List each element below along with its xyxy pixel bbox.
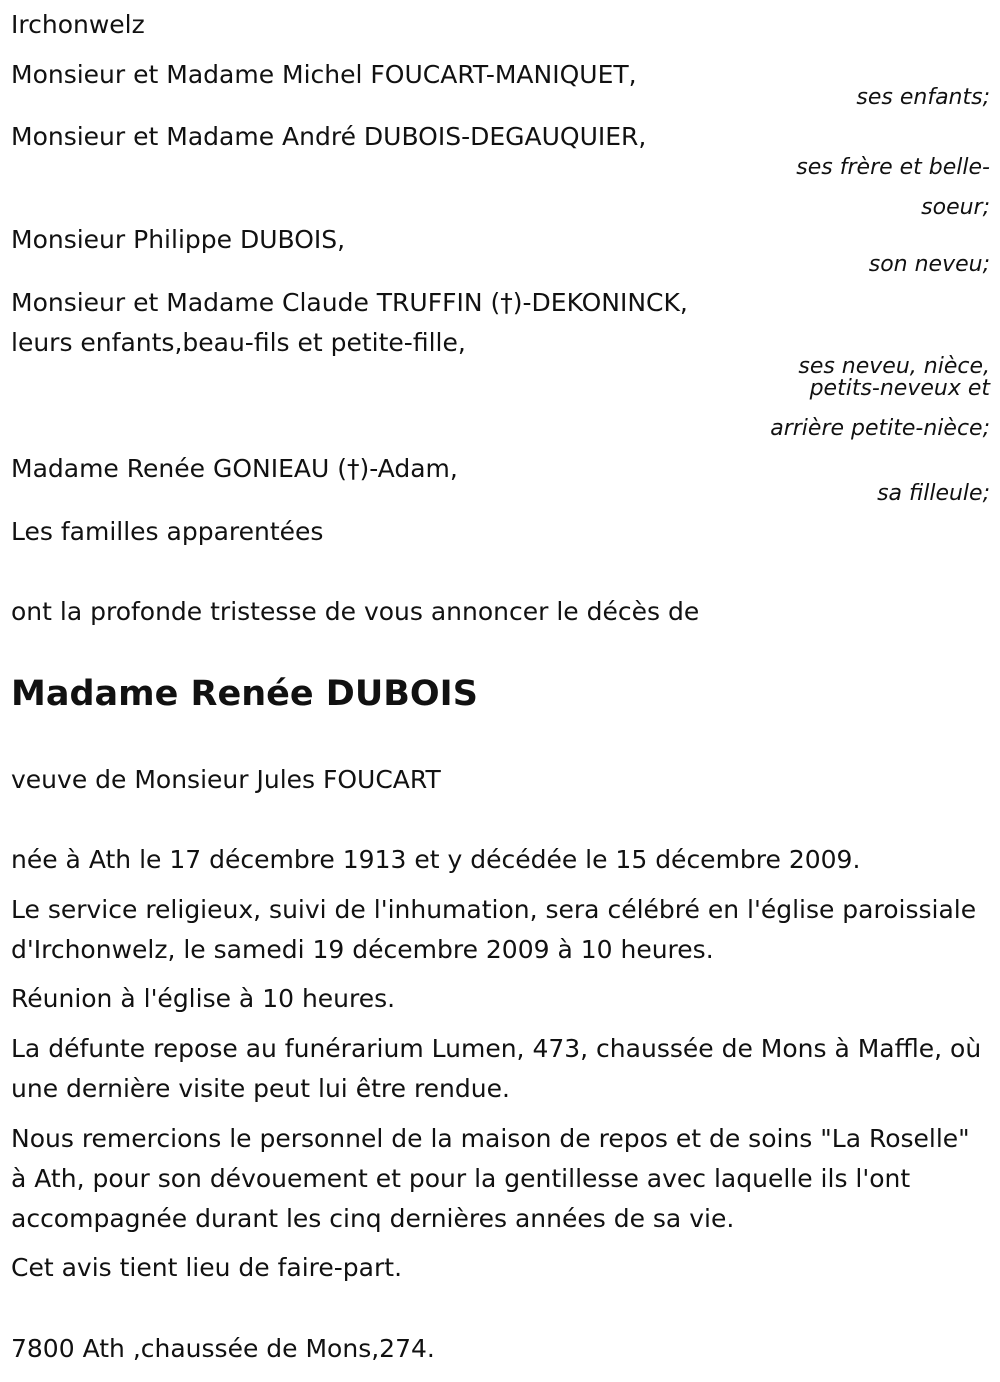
mourner-relation: ses enfants; bbox=[856, 85, 990, 110]
funerarium-paragraph: La défunte repose au funérarium Lumen, 473, chaussée de Mons à Maffle, où une dernière visite peut lui être rendue. bbox=[11, 1034, 982, 1103]
thanks-paragraph: Nous remercions le personnel de la maison de repos et de soins "La Roselle" à Ath, pour son dévouement et pour la gentillesse avec laquelle ils l'ont accompagnée durant les cinq dernières années de sa vie. bbox=[11, 1124, 970, 1233]
relation-line: soeur; bbox=[921, 195, 990, 220]
relation-line: arrière petite-nièce; bbox=[770, 416, 990, 441]
meeting-line: Réunion à l'église à 10 heures. bbox=[11, 984, 396, 1013]
relation-line: ses frère et belle- bbox=[796, 155, 990, 180]
birth-death-line: née à Ath le 17 décembre 1913 et y décédée le 15 décembre 2009. bbox=[11, 845, 861, 874]
widow-of-line: veuve de Monsieur Jules FOUCART bbox=[11, 765, 441, 794]
address-line: 7800 Ath ,chaussée de Mons,274. bbox=[11, 1334, 435, 1363]
mourner-name: Monsieur Philippe DUBOIS, bbox=[11, 225, 346, 254]
mourner-name: Madame Renée GONIEAU (†)-Adam, bbox=[11, 454, 458, 483]
mourner-relation bbox=[796, 148, 990, 228]
service-paragraph: Le service religieux, suivi de l'inhumation, sera célébré en l'église paroissiale d'Irchonwelz, le samedi 19 décembre 2009 à 10 heures. bbox=[11, 895, 977, 964]
mourner-name: Monsieur et Madame Michel FOUCART-MANIQUET, bbox=[11, 60, 637, 89]
village-name: Irchonwelz bbox=[11, 10, 145, 39]
families-line: Les familles apparentées bbox=[11, 517, 324, 546]
notice-line: Cet avis tient lieu de faire-part. bbox=[11, 1253, 403, 1282]
deceased-name: Madame Renée DUBOIS bbox=[11, 674, 478, 714]
mourner-relation: son neveu; bbox=[868, 252, 990, 277]
mourner-name: Monsieur et Madame André DUBOIS-DEGAUQUIER, bbox=[11, 122, 647, 151]
relation-line: ses neveu, nièce, bbox=[798, 354, 990, 379]
mourner-relation bbox=[770, 356, 990, 440]
mourner-name: Monsieur et Madame Claude TRUFFIN (†)-DEKONINCK, bbox=[11, 288, 688, 317]
mourner-name-continued: leurs enfants,beau-fils et petite-fille, bbox=[11, 328, 466, 357]
mourner-relation: sa filleule; bbox=[877, 481, 990, 506]
announcement-text: ont la profonde tristesse de vous annoncer le décès de bbox=[11, 597, 700, 626]
relation-line: petits-neveux et bbox=[809, 376, 990, 401]
